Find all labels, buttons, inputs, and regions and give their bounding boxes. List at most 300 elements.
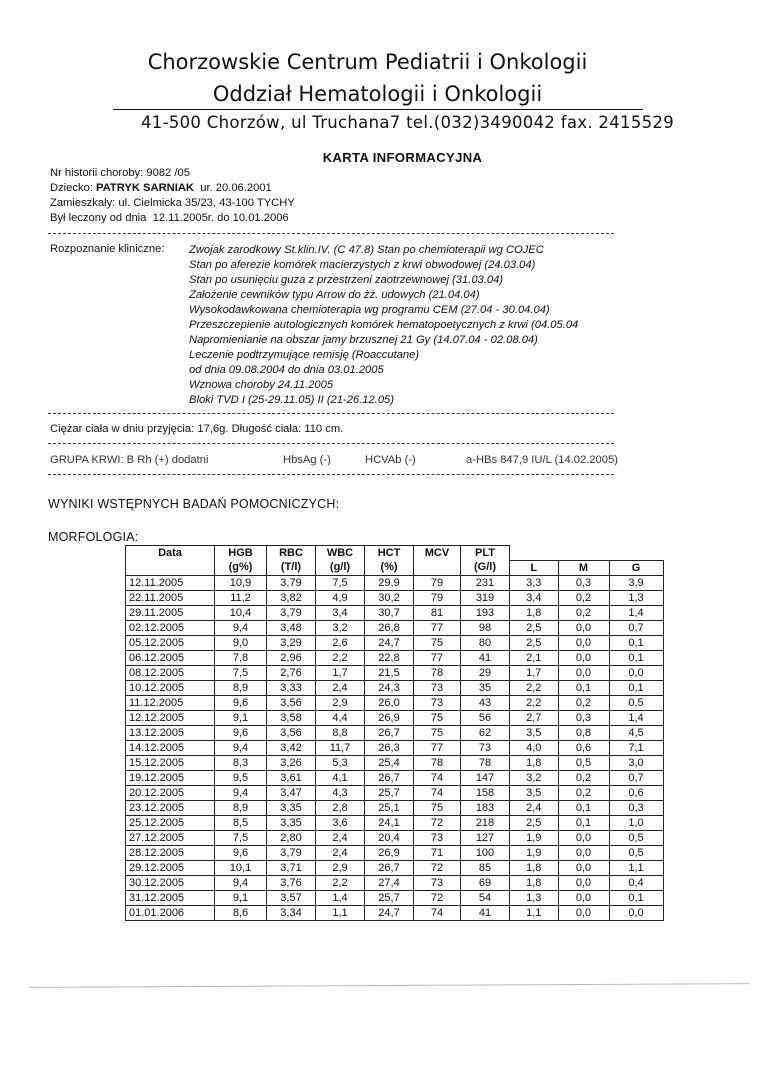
table-row [126,590,664,605]
cell-value: 9,4 [215,620,267,635]
address-label: Zamieszkały: [50,197,116,209]
cell-value: 2,5 [510,620,559,635]
cell-value: 1,8 [510,755,559,770]
cell-value: 79 [414,590,461,605]
table-header-row [126,546,664,561]
cell-value: 26,7 [365,725,414,740]
table-row [126,800,664,815]
diagnosis-list [189,243,578,408]
cell-value: 9,1 [215,710,267,725]
cell-date: 10.12.2005 [126,680,215,695]
cell-date: 11.12.2005 [126,695,215,710]
cell-value: 0,3 [558,710,609,725]
diagnosis-line: Założenie cewników typu Arrow do żż. udowych (21.04.04) [189,289,480,301]
cell-value: 10,9 [215,575,267,590]
divider-dashed [48,233,614,234]
header-spacer [510,546,559,561]
cell-value: 4,9 [316,590,365,605]
cell-value: 26,9 [365,710,414,725]
column-header: MCV [414,546,461,576]
cell-value: 26,7 [365,770,414,785]
cell-value: 74 [414,785,461,800]
cell-value: 9,5 [215,770,267,785]
cell-value: 0,7 [609,620,663,635]
cell-date: 27.12.2005 [126,830,215,845]
cell-value: 9,4 [215,740,267,755]
cell-value: 0,2 [558,770,609,785]
divider-dashed [48,474,614,475]
cell-value: 8,9 [215,800,267,815]
cell-value: 29 [461,665,510,680]
cell-value: 2,2 [510,680,559,695]
cell-value: 0,3 [609,800,663,815]
cell-value: 4,5 [609,725,663,740]
cell-value: 9,0 [215,635,267,650]
cell-value: 0,0 [558,620,609,635]
cell-value: 2,2 [316,875,365,890]
cell-value: 2,5 [510,815,559,830]
cell-value: 1,0 [609,815,663,830]
cell-value: 3,26 [267,755,316,770]
cell-value: 3,79 [267,575,316,590]
cell-value: 21,5 [365,665,414,680]
cell-value: 9,4 [215,875,267,890]
cell-value: 2,4 [510,800,559,815]
cell-date: 13.12.2005 [126,725,215,740]
cell-value: 26,0 [365,695,414,710]
diagnosis-line: Zwojak zarodkowy St.klin.IV. (C 47.8) Stan po chemioterapii wg COJEC [189,244,544,256]
table-row [126,695,664,710]
cell-value: 0,2 [558,785,609,800]
birth-date: ur. 20.06.2001 [200,182,272,194]
cell-value: 7,1 [609,740,663,755]
header-address: 41-500 Chorzów, ul Truchana7 tel.(032)3490042 fax. 2415529 [140,113,675,132]
cell-value: 1,3 [510,890,559,905]
cell-value: 26,8 [365,620,414,635]
table-row [126,770,664,785]
cell-value: 77 [414,650,461,665]
cell-date: 29.11.2005 [126,605,215,620]
cell-value: 2,4 [316,680,365,695]
cell-value: 1,1 [609,860,663,875]
cell-value: 0,7 [609,770,663,785]
column-header: PLT (G/l) [461,546,510,576]
cell-value: 127 [461,830,510,845]
table-row [126,845,664,860]
cell-value: 0,5 [609,845,663,860]
hcvab-result: HCVAb (-) [365,454,416,466]
cell-value: 0,0 [609,905,663,920]
cell-value: 3,5 [510,785,559,800]
cell-value: 0,1 [609,890,663,905]
cell-value: 72 [414,890,461,905]
cell-value: 73 [414,680,461,695]
column-header: M [558,560,609,575]
cell-value: 3,58 [267,710,316,725]
cell-value: 8,6 [215,905,267,920]
cell-value: 2,4 [316,845,365,860]
cell-value: 2,4 [316,830,365,845]
cell-value: 10,4 [215,605,267,620]
table-row [126,740,664,755]
cell-value: 2,1 [510,650,559,665]
cell-value: 25,7 [365,785,414,800]
cell-date: 05.12.2005 [126,635,215,650]
cell-value: 75 [414,710,461,725]
divider-dashed [48,413,614,414]
cell-value: 4,0 [510,740,559,755]
cell-value: 2,5 [510,635,559,650]
treated-label: Był leczony od dnia [50,212,147,224]
cell-value: 3,5 [510,725,559,740]
table-row [126,725,664,740]
cell-value: 2,9 [316,695,365,710]
cell-value: 193 [461,605,510,620]
cell-date: 22.11.2005 [126,590,215,605]
diagnosis-line: Stan po usunięciu guza z przestrzeni zaotrzewnowej (31.03.04) [189,274,504,286]
cell-value: 7,5 [316,575,365,590]
cell-value: 25,4 [365,755,414,770]
cell-value: 2,7 [510,710,559,725]
cell-date: 19.12.2005 [126,770,215,785]
table-row [126,620,664,635]
cell-value: 41 [461,905,510,920]
diagnosis-line: Wznowa choroby 24.11.2005 [189,379,334,391]
cell-value: 8,5 [215,815,267,830]
cell-value: 72 [414,815,461,830]
cell-value: 30,2 [365,590,414,605]
column-header: RBC (T/l) [267,546,316,576]
table-row [126,830,664,845]
cell-value: 3,57 [267,890,316,905]
cell-value: 1,9 [510,845,559,860]
cell-value: 0,5 [558,755,609,770]
cell-value: 0,1 [609,680,663,695]
cell-value: 43 [461,695,510,710]
cell-value: 30,7 [365,605,414,620]
cell-value: 0,8 [558,725,609,740]
cell-value: 3,56 [267,695,316,710]
history-line [50,166,190,181]
cell-value: 75 [414,800,461,815]
cell-date: 08.12.2005 [126,665,215,680]
cell-value: 1,8 [510,860,559,875]
cell-value: 0,3 [558,575,609,590]
cell-value: 81 [414,605,461,620]
morphology-table [125,545,664,921]
cell-value: 1,1 [510,905,559,920]
cell-value: 0,6 [558,740,609,755]
cell-value: 0,0 [558,905,609,920]
cell-date: 01.01.2006 [126,905,215,920]
cell-value: 24,1 [365,815,414,830]
cell-value: 69 [461,875,510,890]
cell-value: 4,3 [316,785,365,800]
cell-value: 3,29 [267,635,316,650]
cell-value: 0,0 [558,650,609,665]
cell-value: 7,5 [215,665,267,680]
cell-value: 3,6 [316,815,365,830]
table-row [126,875,664,890]
column-header: HGB (g%) [215,546,267,576]
cell-value: 3,47 [267,785,316,800]
cell-value: 3,0 [609,755,663,770]
cell-value: 2,80 [267,830,316,845]
history-label: Nr historii choroby: [50,167,144,179]
cell-value: 319 [461,590,510,605]
cell-value: 22,8 [365,650,414,665]
cell-value: 54 [461,890,510,905]
cell-value: 1,4 [609,605,663,620]
cell-value: 0,0 [558,665,609,680]
cell-value: 3,61 [267,770,316,785]
cell-value: 3,79 [267,845,316,860]
table-row [126,815,664,830]
column-header: Data [126,546,215,576]
cell-value: 26,3 [365,740,414,755]
cell-value: 3,35 [267,800,316,815]
cell-value: 3,42 [267,740,316,755]
table-row [126,890,664,905]
header-institution: Chorzowskie Centrum Pediatrii i Onkologii [147,50,588,74]
cell-value: 3,4 [316,605,365,620]
cell-value: 9,4 [215,785,267,800]
cell-value: 2,2 [510,695,559,710]
cell-date: 15.12.2005 [126,755,215,770]
cell-value: 0,0 [558,890,609,905]
cell-value: 3,79 [267,605,316,620]
cell-value: 2,2 [316,650,365,665]
cell-value: 1,3 [609,590,663,605]
cell-value: 0,0 [558,875,609,890]
cell-value: 8,9 [215,680,267,695]
table-header [126,546,664,576]
cell-value: 71 [414,845,461,860]
cell-value: 3,76 [267,875,316,890]
cell-value: 218 [461,815,510,830]
cell-value: 0,1 [609,650,663,665]
cell-value: 3,35 [267,815,316,830]
cell-value: 0,6 [609,785,663,800]
cell-value: 73 [414,830,461,845]
cell-value: 75 [414,635,461,650]
cell-value: 9,6 [215,845,267,860]
diagnosis-line: Bloki TVD I (25-29.11.05) II (21-26.12.05) [189,394,394,406]
cell-value: 0,0 [609,665,663,680]
cell-value: 73 [461,740,510,755]
cell-value: 25,1 [365,800,414,815]
weight-line: Ciężar ciała w dniu przyjęcia: 17,6g. Długość ciała: 110 cm. [50,423,344,435]
child-label: Dziecko: [50,182,93,194]
header-spacer [558,546,609,561]
cell-value: 24,7 [365,905,414,920]
cell-value: 9,1 [215,890,267,905]
cell-value: 2,96 [267,650,316,665]
table-row [126,635,664,650]
table-row [126,575,664,590]
cell-value: 74 [414,905,461,920]
table-row [126,680,664,695]
cell-value: 2,8 [316,800,365,815]
cell-value: 147 [461,770,510,785]
address-line [50,196,295,211]
cell-value: 0,5 [609,695,663,710]
cell-value: 24,7 [365,635,414,650]
cell-value: 80 [461,635,510,650]
cell-value: 35 [461,680,510,695]
cell-date: 29.12.2005 [126,860,215,875]
cell-value: 25,7 [365,890,414,905]
cell-date: 14.12.2005 [126,740,215,755]
cell-value: 0,4 [609,875,663,890]
cell-date: 12.12.2005 [126,710,215,725]
cell-value: 27,4 [365,875,414,890]
child-name: PATRYK SARNIAK [96,182,195,194]
table-row [126,650,664,665]
cell-date: 20.12.2005 [126,785,215,800]
cell-date: 28.12.2005 [126,845,215,860]
cell-value: 3,82 [267,590,316,605]
cell-value: 7,8 [215,650,267,665]
cell-value: 0,2 [558,695,609,710]
cell-value: 1,8 [510,605,559,620]
cell-value: 7,5 [215,830,267,845]
cell-value: 1,7 [510,665,559,680]
diagnosis-line: Wysokodawkowana chemioterapia wg programu CEM (27.04 - 30.04.04) [189,304,550,316]
cell-value: 3,2 [510,770,559,785]
cell-value: 3,48 [267,620,316,635]
table-row [126,755,664,770]
cell-value: 1,4 [609,710,663,725]
cell-value: 0,1 [558,815,609,830]
cell-value: 77 [414,740,461,755]
table-row [126,785,664,800]
cell-value: 3,9 [609,575,663,590]
diagnosis-line: Leczenie podtrzymujące remisję (Roaccutane) [189,349,420,361]
cell-value: 41 [461,650,510,665]
cell-value: 158 [461,785,510,800]
cell-value: 75 [414,725,461,740]
cell-value: 9,6 [215,725,267,740]
hbsag-result: HbsAg (-) [283,454,331,466]
cell-value: 1,1 [316,905,365,920]
cell-value: 78 [461,755,510,770]
table-body [126,575,664,920]
diagnosis-line: Napromienianie na obszar jamy brzusznej 21 Gy (14.07.04 - 02.08.04) [189,334,538,346]
cell-value: 183 [461,800,510,815]
table-row [126,860,664,875]
cell-value: 9,6 [215,695,267,710]
table-row [126,605,664,620]
cell-value: 3,4 [510,590,559,605]
cell-date: 02.12.2005 [126,620,215,635]
cell-value: 100 [461,845,510,860]
morphology-heading: MORFOLOGIA: [48,530,139,544]
cell-value: 78 [414,755,461,770]
cell-value: 85 [461,860,510,875]
header-divider [113,109,643,110]
address-value: ul. Cielmicka 35/23, 43-100 TYCHY [118,197,295,209]
cell-value: 0,1 [609,635,663,650]
cell-date: 30.12.2005 [126,875,215,890]
ahbs-result: a-HBs 847,9 IU/L (14.02.2005) [466,454,618,466]
cell-value: 3,34 [267,905,316,920]
document-title: KARTA INFORMACYJNA [322,150,483,165]
column-header: L [510,560,559,575]
diagnosis-line: Przeszczepienie autologicznych komórek hematopoetycznych z krwi (04.05.04 [189,319,579,331]
cell-value: 2,6 [316,635,365,650]
cell-value: 29,9 [365,575,414,590]
cell-value: 1,7 [316,665,365,680]
cell-value: 0,2 [558,605,609,620]
cell-value: 3,2 [316,620,365,635]
table-row [126,905,664,920]
cell-value: 2,9 [316,860,365,875]
column-header: G [609,560,663,575]
cell-value: 20,4 [365,830,414,845]
cell-value: 0,0 [558,860,609,875]
cell-value: 73 [414,875,461,890]
cell-value: 62 [461,725,510,740]
cell-value: 4,4 [316,710,365,725]
cell-value: 3,56 [267,725,316,740]
results-heading: WYNIKI WSTĘPNYCH BADAŃ POMOCNICZYCH: [48,497,340,511]
treated-range: 12.11.2005r. do 10.01.2006 [152,212,289,224]
cell-value: 0,1 [558,680,609,695]
cell-value: 74 [414,770,461,785]
cell-value: 1,9 [510,830,559,845]
cell-value: 8,8 [316,725,365,740]
cell-value: 0,0 [558,635,609,650]
cell-value: 3,3 [510,575,559,590]
cell-value: 2,76 [267,665,316,680]
cell-value: 77 [414,620,461,635]
cell-value: 1,4 [316,890,365,905]
header-spacer [609,546,663,561]
cell-value: 4,1 [316,770,365,785]
cell-value: 8,3 [215,755,267,770]
treated-line [50,211,289,226]
table-row [126,710,664,725]
cell-value: 0,0 [558,845,609,860]
column-header: HCT (%) [365,546,414,576]
cell-value: 0,0 [558,830,609,845]
cell-value: 3,71 [267,860,316,875]
cell-date: 06.12.2005 [126,650,215,665]
cell-value: 78 [414,665,461,680]
cell-value: 1,8 [510,875,559,890]
cell-value: 3,33 [267,680,316,695]
cell-value: 56 [461,710,510,725]
cell-value: 11,7 [316,740,365,755]
cell-value: 24,3 [365,680,414,695]
diagnosis-line: Stan po aferezie komórek macierzystych z krwi obwodowej (24.03.04) [189,259,536,271]
cell-value: 0,1 [558,800,609,815]
cell-date: 25.12.2005 [126,815,215,830]
divider-dashed [48,443,614,444]
cell-value: 10,1 [215,860,267,875]
cell-value: 79 [414,575,461,590]
blood-group: GRUPA KRWI: B Rh (+) dodatni [50,454,209,466]
diagnosis-line: od dnia 09.08.2004 do dnia 03.01.2005 [189,364,384,376]
cell-value: 0,2 [558,590,609,605]
cell-value: 231 [461,575,510,590]
history-number: 9082 /05 [146,167,190,179]
cell-value: 0,5 [609,830,663,845]
cell-value: 26,9 [365,845,414,860]
table-row [126,665,664,680]
cell-date: 31.12.2005 [126,890,215,905]
